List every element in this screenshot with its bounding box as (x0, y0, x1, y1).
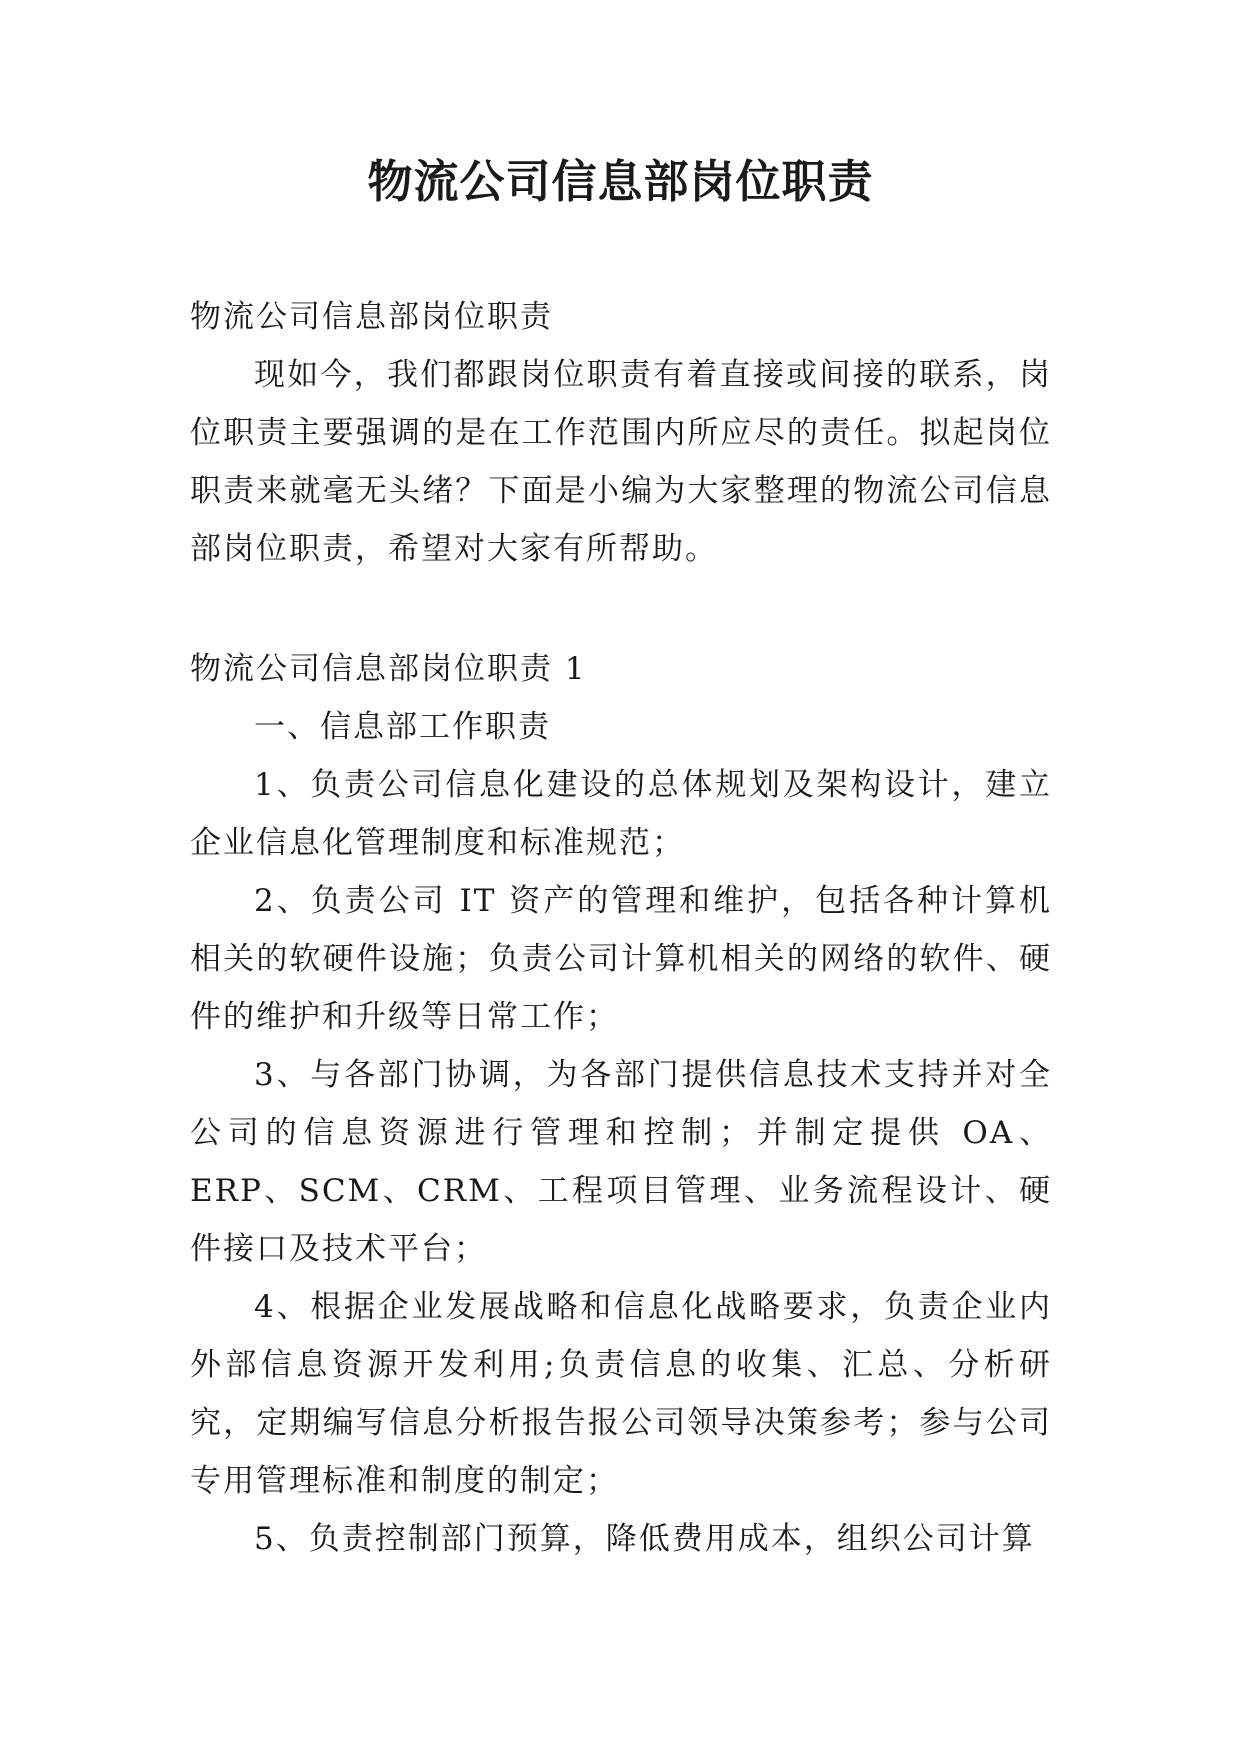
duty-item: 3、与各部门协调，为各部门提供信息技术支持并对全公司的信息资源进行管理和控制；并制定提供 OA、ERP、SCM、CRM、工程项目管理、业务流程设计、硬件接口及技术平台； (190, 1057, 1052, 1267)
intro-heading: 物流公司信息部岗位职责 (190, 299, 553, 335)
duty-item: 1、负责公司信息化建设的总体规划及架构设计，建立企业信息化管理制度和标准规范； (190, 767, 1052, 861)
intro-block (190, 288, 1052, 578)
intro-paragraph: 现如今，我们都跟岗位职责有着直接或间接的联系，岗位职责主要强调的是在工作范围内所应尽的责任。拟起岗位职责来就毫无头绪？下面是小编为大家整理的物流公司信息部岗位职责，希望对大家有所帮助。 (190, 357, 1052, 567)
duty-item: 4、根据企业发展战略和信息化战略要求，负责企业内外部信息资源开发利用;负责信息的收集、汇总、分析研究，定期编写信息分析报告报公司领导决策参考；参与公司专用管理标准和制度的制定； (190, 1289, 1052, 1499)
document-title: 物流公司信息部岗位职责 (367, 155, 874, 208)
section-heading: 物流公司信息部岗位职责 1 (190, 651, 587, 687)
duty-item: 5、负责控制部门预算，降低费用成本，组织公司计算 (254, 1521, 1035, 1557)
duty-item: 2、负责公司 IT 资产的管理和维护，包括各种计算机相关的软硬件设施；负责公司计算机相关的网络的软件、硬件的维护和升级等日常工作； (190, 883, 1052, 1035)
section-subheading: 一、信息部工作职责 (254, 709, 551, 745)
section-1 (190, 640, 1052, 1568)
